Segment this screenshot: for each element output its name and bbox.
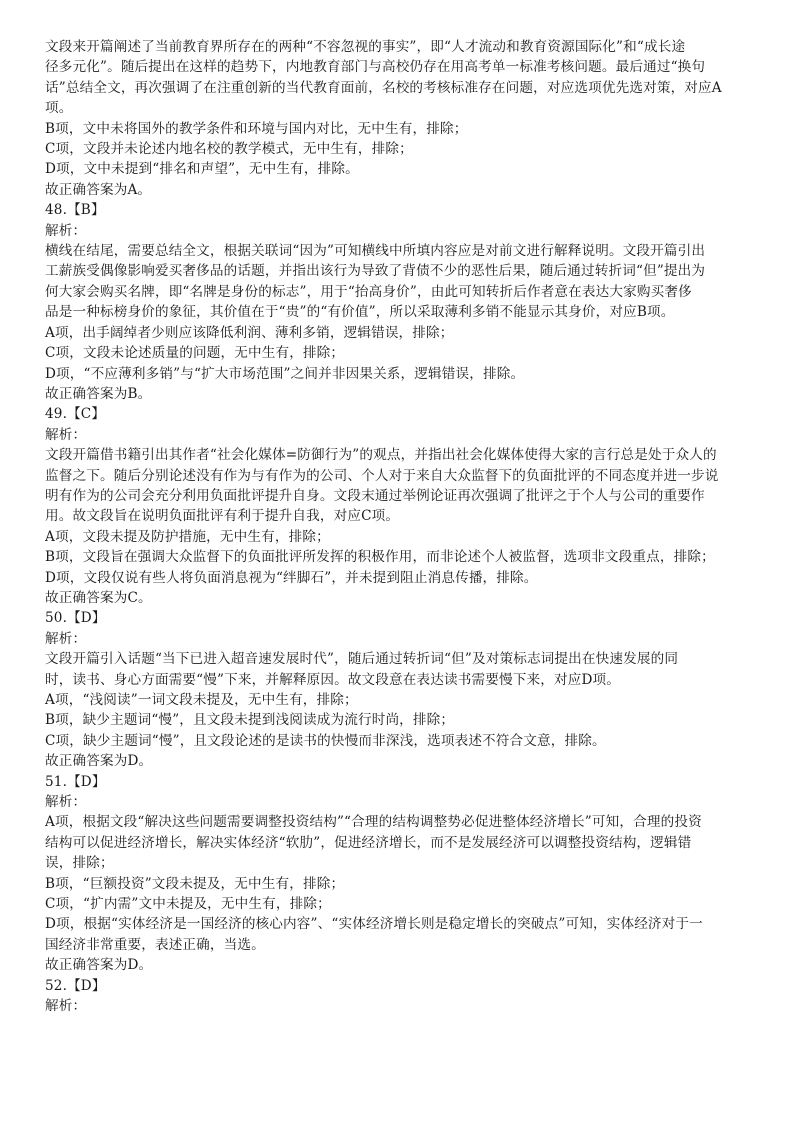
text-line: 结构可以促进经济增长，解决实体经济“软肋”，促进经济增长，而不是发展经济可以调整投资结构，逻辑错 xyxy=(45,834,692,851)
text-line: D项，文中未提到“排名和声望”，无中生有，排除。 xyxy=(45,161,359,178)
text-line: 解析： xyxy=(45,794,87,811)
text-line: 文段开篇引入话题“当下已进入超音速发展时代”，随后通过转折词“但”及对策标志词提出在快速发展的同 xyxy=(45,651,679,668)
text-line: 50.【D】 xyxy=(45,610,106,627)
text-line: 文段开篇借书籍引出其作者“社会化媒体=防御行为”的观点，并指出社会化媒体使得大家的言行总是处于众人的 xyxy=(45,447,717,464)
text-line: 51.【D】 xyxy=(45,773,106,790)
text-line: 52.【D】 xyxy=(45,977,106,994)
text-line: 横线在结尾，需要总结全文，根据关联词“因为”可知横线中所填内容应是对前文进行解释说明。文段开篇引出 xyxy=(45,243,706,260)
text-line: 解析： xyxy=(45,630,87,647)
text-line: 故正确答案为D。 xyxy=(45,753,153,770)
text-line: 工薪族受偶像影响爱买奢侈品的话题，并指出该行为导致了背债不少的恶性后果，随后通过转折词“但”提出为 xyxy=(45,263,706,280)
text-line: C项，缺少主题词“慢”，且文段论述的是读书的快慢而非深浅，选项表述不符合文意，排除。 xyxy=(45,732,606,749)
text-line: 解析： xyxy=(45,998,87,1015)
text-line: 48.【B】 xyxy=(45,202,105,219)
text-line: C项，文段未论述质量的问题，无中生有，排除； xyxy=(45,345,345,362)
text-line: D项，“不应薄利多销”与“扩大市场范围”之间并非因果关系，逻辑错误，排除。 xyxy=(45,365,525,382)
text-line: 故正确答案为B。 xyxy=(45,385,152,402)
text-line: 品是一种标榜身价的象征，其价值在于“贵”的“有价值”，所以采取薄利多销不能显示其身价，对应B项。 xyxy=(45,304,675,321)
text-line: B项，文中未将国外的教学条件和环境与国内对比，无中生有，排除； xyxy=(45,120,468,137)
text-line: B项，文段旨在强调大众监督下的负面批评所发挥的积极作用，而非论述个人被监督，选项非文段重点，排除； xyxy=(45,549,715,566)
text-line: B项，“巨额投资”文段未提及，无中生有，排除； xyxy=(45,875,345,892)
text-line: 解析： xyxy=(45,222,87,239)
text-line: C项，文段并未论述内地名校的教学模式，无中生有，排除； xyxy=(45,141,413,158)
text-line: A项，“浅阅读”一词文段未提及，无中生有，排除； xyxy=(45,692,358,708)
text-line: A项，文段未提及防护措施，无中生有，排除； xyxy=(45,528,330,545)
text-line: A项，出手阔绰者少则应该降低利润、薄利多销，逻辑错误，排除； xyxy=(45,324,454,341)
text-line: 解析： xyxy=(45,426,87,443)
text-line: D项，文段仅说有些人将负面消息视为“绊脚石”，并未提到阻止消息传播，排除。 xyxy=(45,569,538,586)
text-line: 故正确答案为D。 xyxy=(45,957,153,974)
text-line: 误，排除； xyxy=(45,855,114,872)
text-line: C项，“扩内需”文中未提及，无中生有，排除； xyxy=(45,896,331,913)
text-line: 径多元化”。随后提出在这样的趋势下，内地教育部门与高校仍存在用高考单一标准考核问题。最后通过“换句 xyxy=(45,59,706,76)
text-line: 项。 xyxy=(45,100,73,117)
text-line: 何大家会购买名牌，即“名牌是身份的标志”，用于“抬高身价”，由此可知转折后作者意在表达大家购买奢侈 xyxy=(45,283,692,300)
text-line: 明有作为的公司会充分利用负面批评提升自身。文段末通过举例论证再次强调了批评之于个人与公司的重要作 xyxy=(45,487,705,504)
text-line: 故正确答案为C。 xyxy=(45,589,152,606)
text-line: 故正确答案为A。 xyxy=(45,181,152,198)
text-line: D项，根据“实体经济是一国经济的核心内容”、“实体经济增长则是稳定增长的突破点”可知，实体经济对于一 xyxy=(45,916,703,933)
text-line: 时，读书、身心方面需要“慢”下来，并解释原因。故文段意在表达读书需要慢下来，对应D项。 xyxy=(45,671,620,688)
text-line: B项，缺少主题词“慢”，且文段未提到浅阅读成为流行时尚，排除； xyxy=(45,712,455,729)
text-line: 文段来开篇阐述了当前教育界所存在的两种“不容忽视的事实”，即“人才流动和教育资源国际化”和“成长途 xyxy=(45,39,686,55)
text-line: 话”总结全文，再次强调了在注重创新的当代教育面前，名校的考核标准存在问题，对应选项优先选对策，对应A xyxy=(45,79,722,96)
text-line: A项，根据文段“解决这些问题需要调整投资结构”“合理的结构调整势必促进整体经济增长”可知，合理的投资 xyxy=(45,814,702,831)
text-line: 监督之下。随后分别论述没有作为与有作为的公司、个人对于来自大众监督下的负面批评的不同态度并进一步说 xyxy=(45,467,719,484)
text-line: 用。故文段旨在说明负面批评有利于提升自我，对应C项。 xyxy=(45,508,400,525)
text-line: 49.【C】 xyxy=(45,406,106,423)
document-text xyxy=(45,37,758,1017)
text-line: 国经济非常重要，表述正确，当选。 xyxy=(45,936,265,953)
